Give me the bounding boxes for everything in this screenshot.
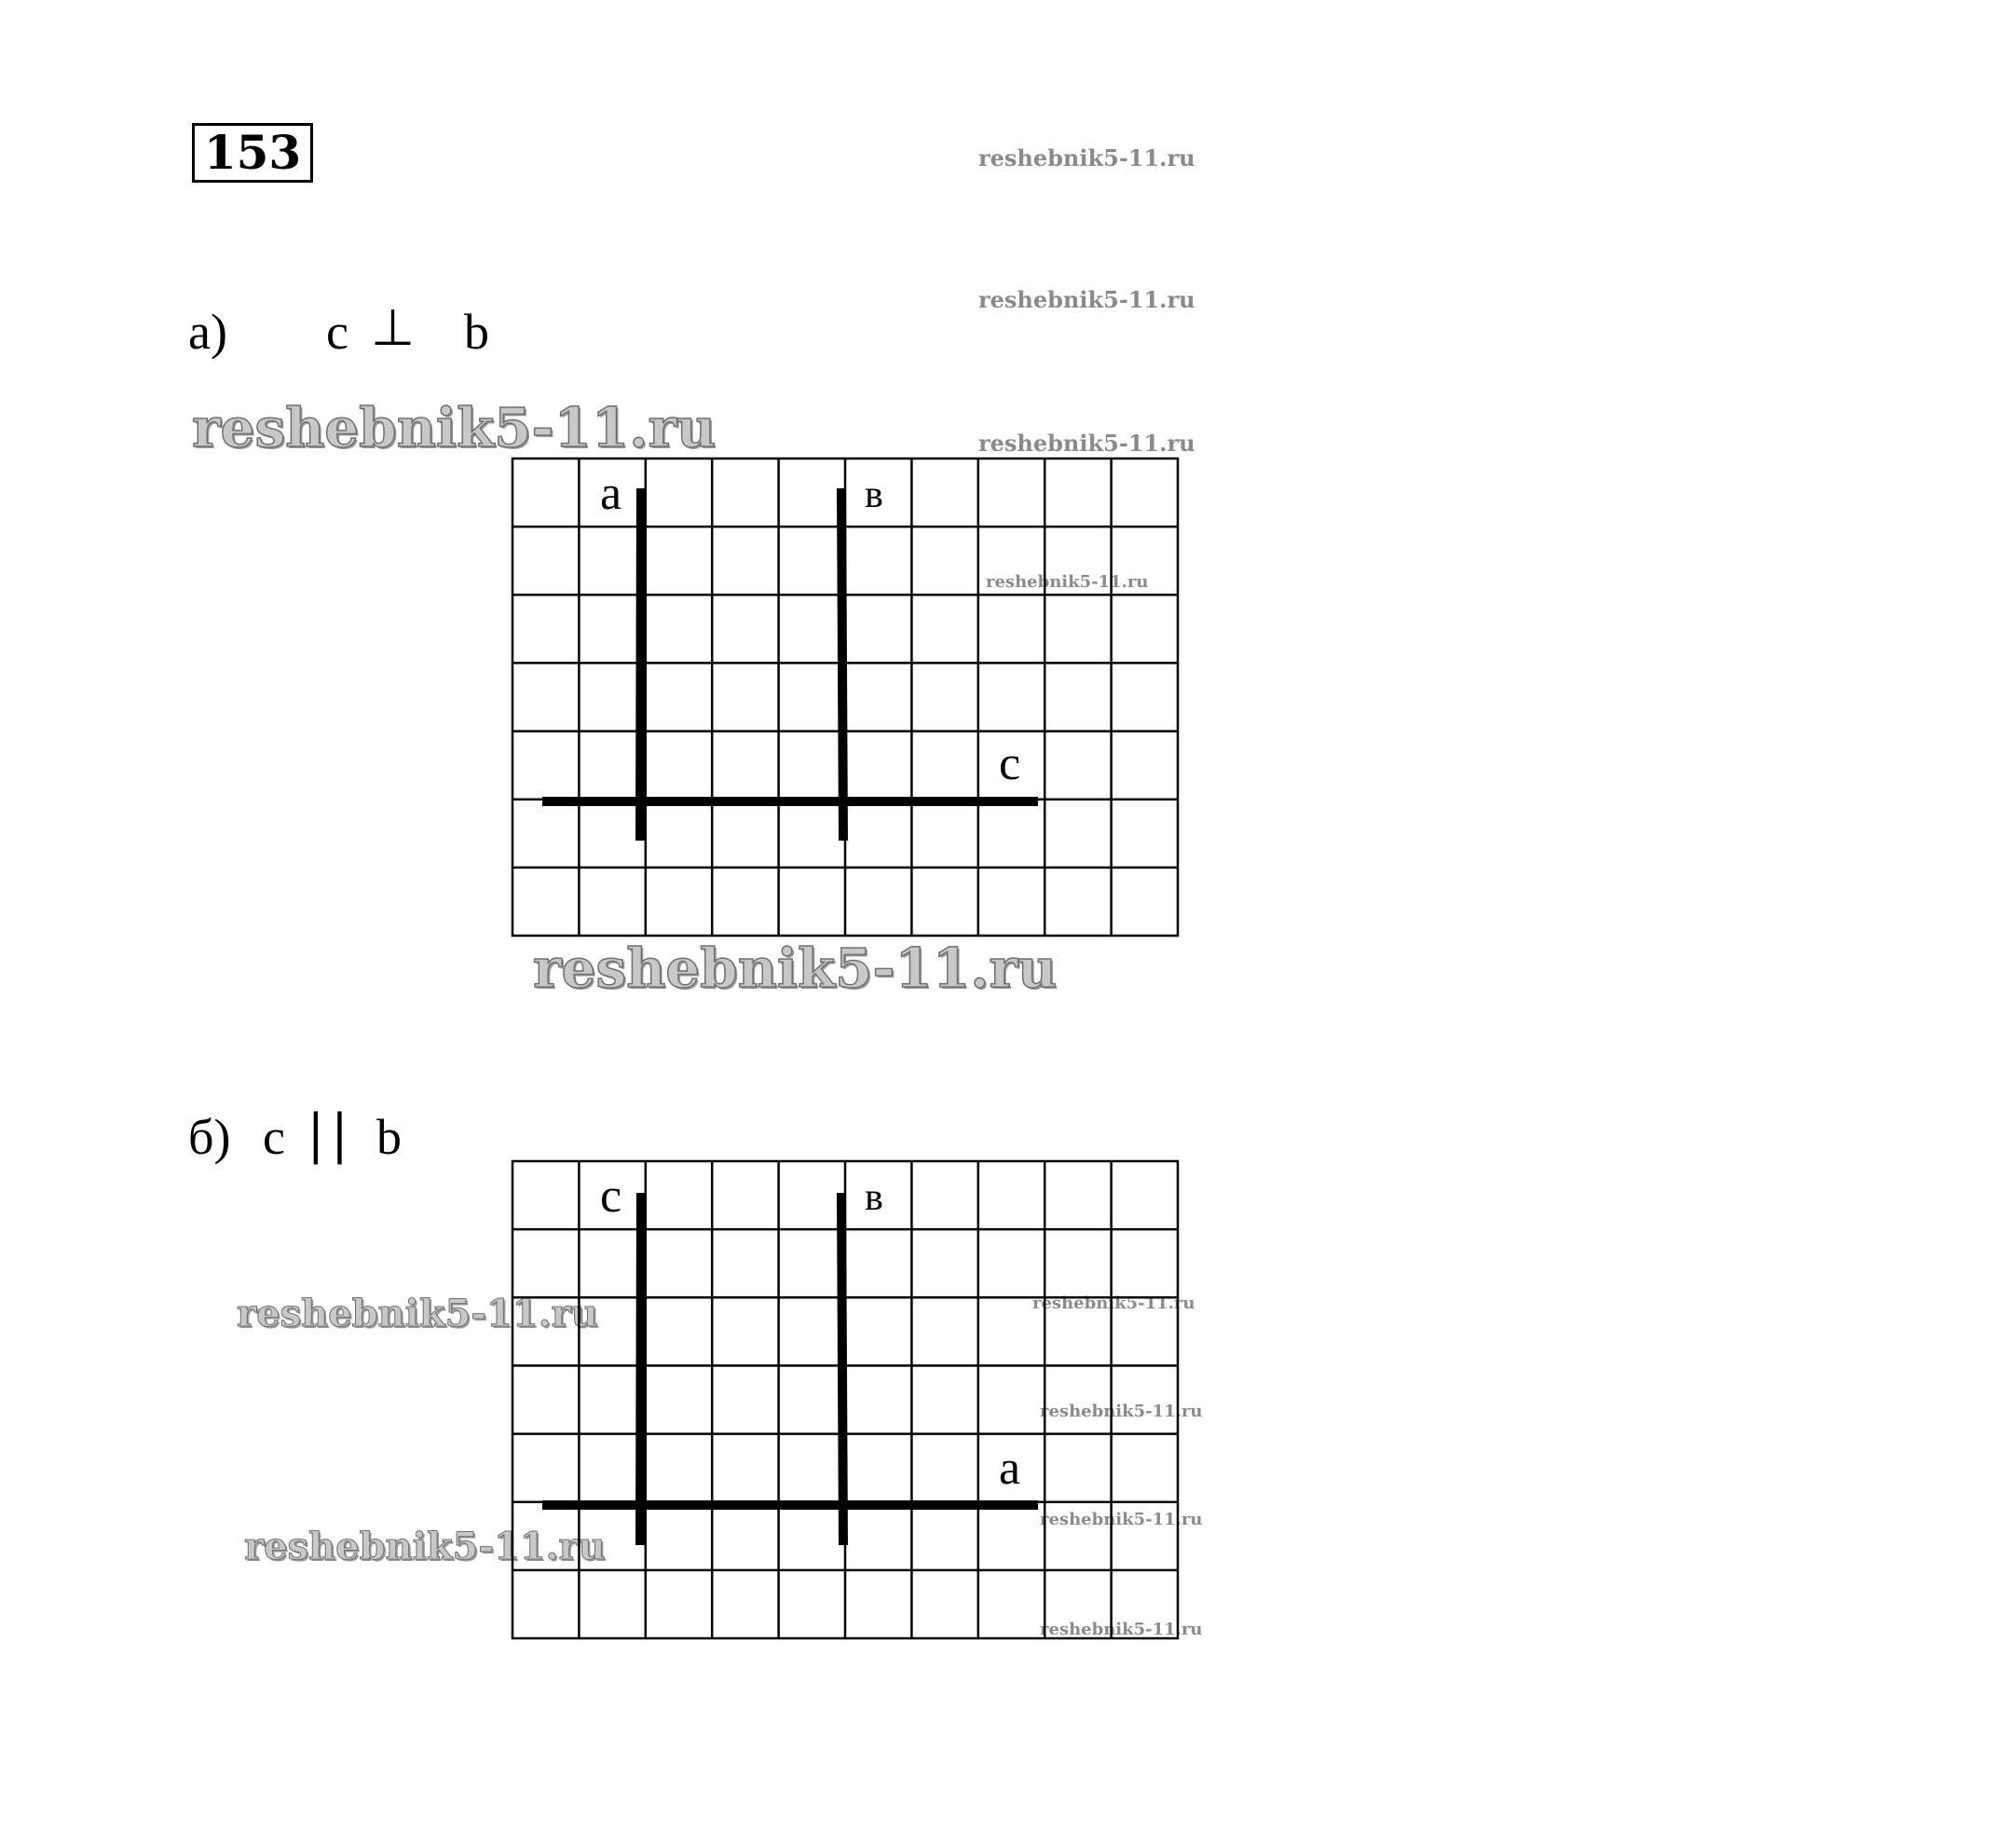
label-vertical-1: a <box>600 467 622 520</box>
watermark: reshebnik5-11.ru <box>978 430 1195 457</box>
line-vertical-1 <box>640 488 641 841</box>
watermark-large: reshebnik5-11.ru <box>533 937 1058 1000</box>
part-b-label: б) <box>188 1109 231 1165</box>
part-b-line1: c <box>263 1109 285 1165</box>
line-vertical-2 <box>841 488 843 841</box>
part-b-relation: || <box>309 1102 358 1165</box>
part-a-label: а) <box>188 304 227 360</box>
part-a-relation: ⊥ <box>371 300 416 356</box>
watermark: reshebnik5-11.ru <box>986 572 1149 592</box>
problem-number: 153 <box>192 123 313 183</box>
watermark: reshebnik5-11.ru <box>1032 1294 1195 1313</box>
watermark-medium: reshebnik5-11.ru <box>244 1525 606 1568</box>
watermark: reshebnik5-11.ru <box>1040 1620 1203 1639</box>
watermark: reshebnik5-11.ru <box>1040 1402 1203 1421</box>
watermark: reshebnik5-11.ru <box>978 144 1195 171</box>
label-horizontal: c <box>999 737 1021 790</box>
part-a-line1: c <box>326 304 348 360</box>
part-b-line2: b <box>376 1109 402 1165</box>
label-horizontal: a <box>999 1442 1021 1495</box>
watermark-large: reshebnik5-11.ru <box>192 396 717 459</box>
part-a-grid-diagram <box>511 457 1181 941</box>
line-vertical-2 <box>841 1193 843 1545</box>
label-vertical-2: в <box>865 1176 883 1219</box>
part-b-grid-diagram <box>511 1159 1181 1644</box>
line-vertical-1 <box>640 1193 641 1545</box>
label-vertical-2: в <box>865 473 883 516</box>
part-a-line2: b <box>464 304 489 360</box>
label-vertical-1: c <box>600 1170 622 1223</box>
watermark-medium: reshebnik5-11.ru <box>237 1292 598 1335</box>
watermark: reshebnik5-11.ru <box>1040 1510 1203 1529</box>
watermark: reshebnik5-11.ru <box>978 286 1195 313</box>
